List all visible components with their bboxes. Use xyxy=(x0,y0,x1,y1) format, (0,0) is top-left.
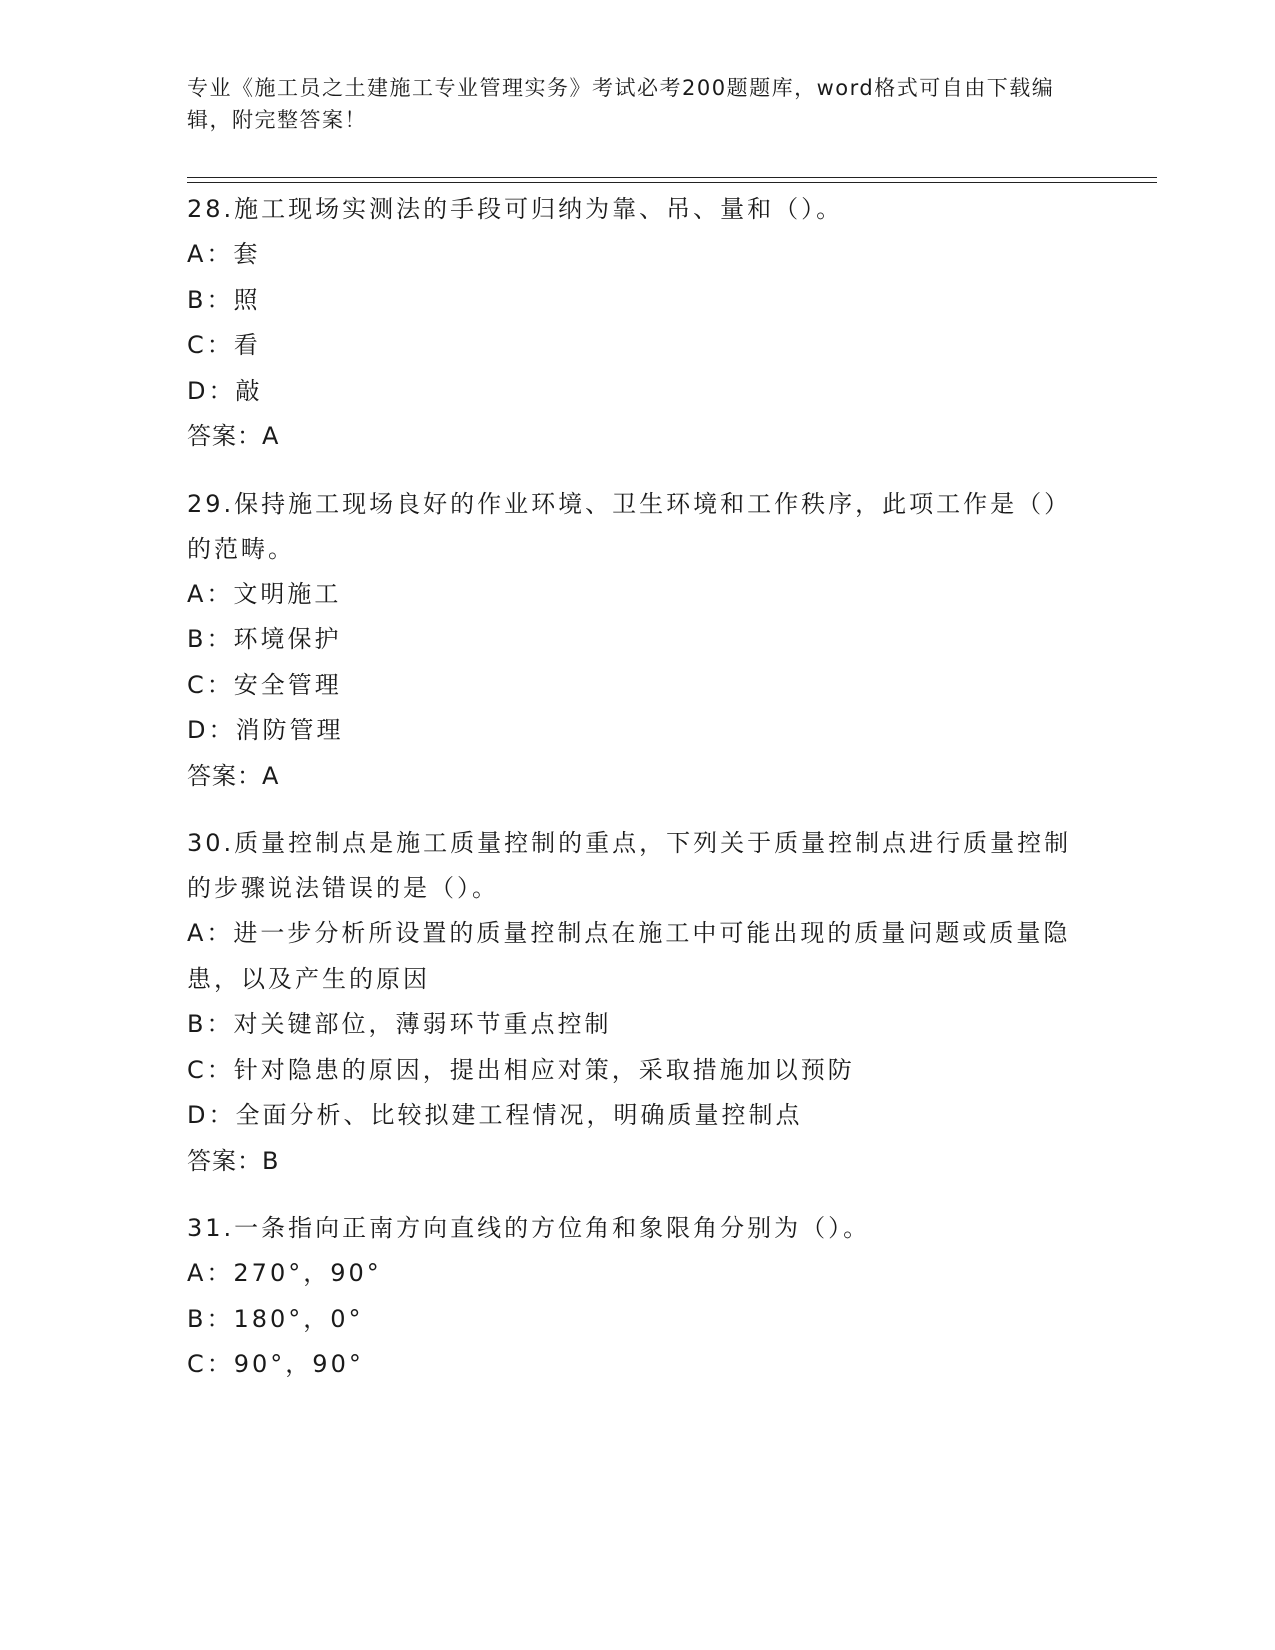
question-option: A：文明施工 xyxy=(187,579,342,608)
question-option: D：消防管理 xyxy=(187,716,344,744)
question-stem: 29.保持施工现场良好的作业环境、卫生环境和工作秩序，此项工作是（）的范畴。 xyxy=(187,489,1072,563)
question-item xyxy=(187,821,1087,1184)
question-option: C：90°，90° xyxy=(187,1350,364,1378)
question-option: A：进一步分析所设置的质量控制点在施工中可能出现的质量问题或质量隐患，以及产生的原因 xyxy=(187,919,1071,993)
header-divider-bottom xyxy=(187,182,1157,183)
question-list xyxy=(187,187,1087,1410)
document-header: 专业《施工员之土建施工专业管理实务》考试必考200题题库，word格式可自由下载编辑，附完整答案！ xyxy=(187,76,1055,132)
question-answer: 答案：A xyxy=(187,422,280,450)
question-option: C：安全管理 xyxy=(187,670,342,699)
question-option: B：环境保护 xyxy=(187,625,342,653)
question-stem: 28.施工现场实测法的手段可归纳为靠、吊、量和（）。 xyxy=(187,195,844,223)
question-option: B：照 xyxy=(187,285,261,314)
question-answer: 答案：B xyxy=(187,1146,280,1175)
question-answer: 答案：A xyxy=(187,761,280,790)
question-option: C：看 xyxy=(187,331,261,359)
question-option: D：敲 xyxy=(187,376,263,405)
question-option: A：套 xyxy=(187,240,261,268)
question-stem: 31.一条指向正南方向直线的方位角和象限角分别为（）。 xyxy=(187,1214,871,1242)
question-item xyxy=(187,482,1087,800)
question-option: A：270°，90° xyxy=(187,1259,382,1287)
question-stem: 30.质量控制点是施工质量控制的重点，下列关于质量控制点进行质量控制的步骤说法错误的是（）。 xyxy=(187,829,1072,902)
question-option: B：对关键部位，薄弱环节重点控制 xyxy=(187,1010,612,1038)
question-option: D：全面分析、比较拟建工程情况，明确质量控制点 xyxy=(187,1101,803,1129)
question-item xyxy=(187,187,1087,460)
header-divider-top xyxy=(187,177,1157,178)
question-option: B：180°，0° xyxy=(187,1304,364,1333)
question-item xyxy=(187,1206,1087,1388)
question-option: C：针对隐患的原因，提出相应对策，采取措施加以预防 xyxy=(187,1055,855,1084)
